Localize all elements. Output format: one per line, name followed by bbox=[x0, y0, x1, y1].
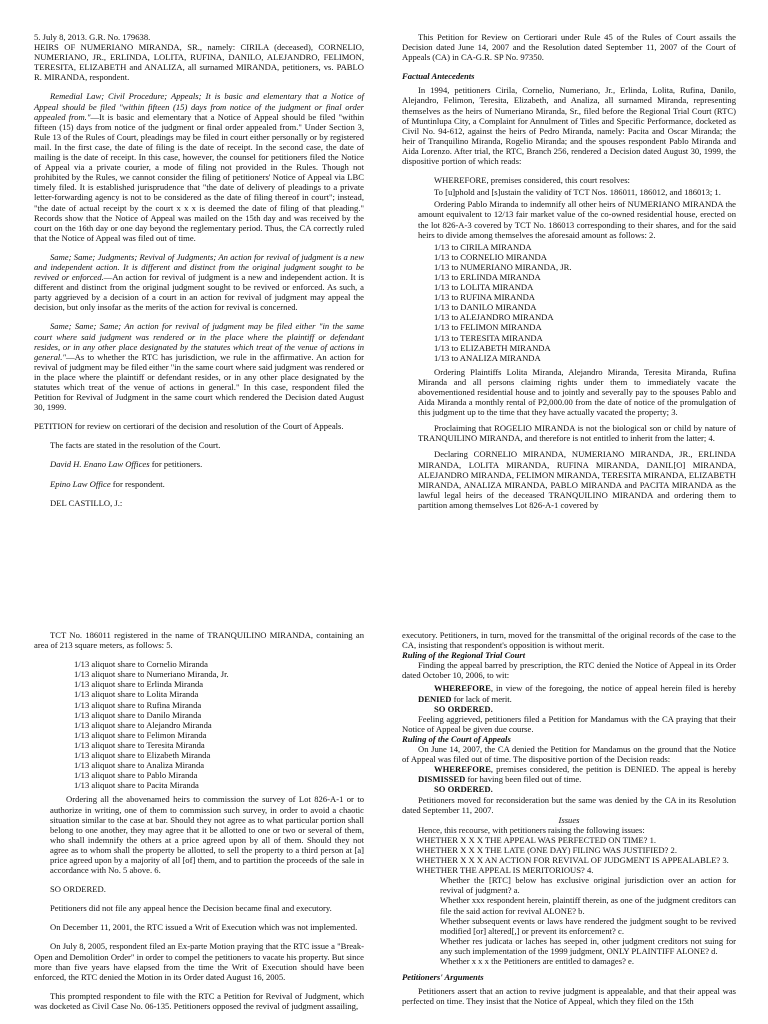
ca-wherefore bbox=[402, 764, 736, 784]
aliquot-item: 1/13 aliquot share to Alejandro Miranda bbox=[74, 719, 212, 730]
syllabus-3-body: —As to whether the RTC has jurisdiction, we rule in the affirmative. An action for revival of judgment may be filed either "in the same court where said judgment was rendered or in the place where the plaintiff or defendant resides, or in any other place designated by the statutes which treat of the venue of actions in general." In this case, respondent filed the Petition for Revival of Judgment in the same court which rendered the Decision dated August 30, 1999. bbox=[34, 351, 364, 413]
rtc-ruling-paragraph: Finding the appeal barred by prescription, the RTC denied the Notice of Appeal in its Order dated October 10, 2006, to wit: bbox=[402, 660, 736, 681]
issues-intro: Hence, this recourse, with petitioners raising the following issues: bbox=[418, 824, 645, 835]
counsel-1-role: for petitioners. bbox=[149, 459, 203, 470]
page-1-right-column bbox=[402, 32, 736, 516]
page-2-right-column bbox=[402, 630, 736, 1015]
share-item: 1/13 to ANALIZA MIRANDA bbox=[434, 352, 541, 363]
mandamus-paragraph: Feeling aggrieved, petitioners filed a Petition for Mandamus with the CA praying that their Notice of Appeal be given due course. bbox=[402, 713, 736, 734]
dispositive-item-3: Ordering Plaintiffs Lolita Miranda, Alejandro Miranda, Teresita Miranda, Rufina Miranda and all persons claiming rights under them to immediately vacate the abovementioned residential house and to jointly and severally pay to the spouses Pablo and Aida Miranda a monthly rental of P2,000.00 from the date of notice of the promulgation of this judgment up to the time that they have actually vacated the property; 3. bbox=[418, 366, 736, 418]
ca-wherefore-word: WHEREFORE bbox=[434, 764, 491, 775]
aliquot-item: 1/13 aliquot share to Teresita Miranda bbox=[74, 739, 205, 750]
rtc-ruling-heading: Ruling of the Regional Trial Court bbox=[402, 650, 526, 661]
issue-item: WHETHER X X X THE APPEAL WAS PERFECTED ON TIME? 1. bbox=[416, 834, 657, 845]
facts-line: The facts are stated in the resolution of the Court. bbox=[50, 440, 221, 451]
ca-so-ordered: SO ORDERED. bbox=[434, 784, 493, 795]
share-item: 1/13 to FELIMON MIRANDA bbox=[434, 322, 542, 333]
counsel-2-role: for respondent. bbox=[110, 478, 165, 489]
issue-item: WHETHER X X X AN ACTION FOR REVIVAL OF JUDGMENT IS APPEALABLE? 3. bbox=[416, 855, 729, 866]
share-item: 1/13 to TERESITA MIRANDA bbox=[434, 332, 543, 343]
dispositive-item-1: To [u]phold and [s]ustain the validity of TCT Nos. 186011, 186012, and 186013; 1. bbox=[434, 187, 721, 198]
petition-line: PETITION for review on certiorari of the decision and resolution of the Court of Appeals. bbox=[34, 421, 344, 432]
share-item: 1/13 to NUMERIANO MIRANDA, JR. bbox=[434, 261, 572, 272]
rtc-dispositive bbox=[402, 175, 736, 510]
aliquot-list bbox=[34, 659, 364, 790]
aliquot-item: 1/13 aliquot share to Erlinda Miranda bbox=[74, 679, 204, 690]
ca-ruling-paragraph: On June 14, 2007, the CA denied the Petition for Mandamus on the ground that the Notice of Appeal was filed out of time. The dispositive portion of the Decision reads: bbox=[402, 744, 736, 765]
syllabus-1-head: Remedial Law; Civil Procedure; Appeals; It is basic and elementary that a Notice of Appeal should be filed "within fifteen (15) days from notice of the judgment or final order appealed from." bbox=[34, 91, 364, 122]
factual-antecedents-heading: Factual Antecedents bbox=[402, 71, 475, 82]
share-item: 1/13 to LOLITA MIRANDA bbox=[434, 282, 534, 293]
arguments-paragraph: Petitioners assert that an action to revive judgment is appealable, and that their appeal was perfected on time. They insist that the Notice of Appeal, which they filed on the 15th bbox=[402, 986, 736, 1007]
counsel-1-name: David H. Enano Law Offices bbox=[50, 459, 150, 470]
issue-item: WHETHER THE APPEAL IS MERITORIOUS? 4. bbox=[416, 865, 594, 876]
aliquot-item: 1/13 aliquot share to Elizabeth Miranda bbox=[74, 750, 211, 761]
revival-paragraph: This prompted respondent to file with the RTC a Petition for Revival of Judgment, which was docketed as Civil Case No. 06-135. Petitioners opposed the revival of judgment assailing, bbox=[34, 990, 364, 1011]
rtc-wherefore-word: WHEREFORE bbox=[434, 683, 491, 694]
syllabus-1-body: —It is basic and elementary that a Notice of Appeal should be filed "within fifteen (15) days from notice of the judgment or final order appealed from." Under Section 3, Rule 13 of the Rules of Court, pleadings may be filed in court either personally or by registered mail. In the first case, the date of filing is the date of receipt. In the second case, the date of mailing is the date of receipt. In this case, however, the counsel for petitioners filed the Notice of Appeal via a private courier, a mode of filing not provided in the Rules. Though not prohibited by the Rules, we cannot consider the filing of petitioners' Notice of Appeal via LBC timely filed. It is established jurisprudence that "the date of delivery of pleadings to a private letter-forwarding agency is not to be considered as the date of filing thereof in court"; instead, "the date of actual receipt by the court x x x is deemed the date of filing of that pleading." Records show that the Notice of Appeal was mailed on the 15th day and was received by the court on the 16th day or one day beyond the reglementary period. Thus, the CA correctly ruled that the Notice of Appeal was filed out of time. bbox=[34, 111, 364, 243]
sub-issue-item: Whether subsequent events or laws have rendered the judgment sought to be revived modified [or] altered[,] or prevent its enforcement? c. bbox=[440, 915, 736, 936]
executory-paragraph: executory. Petitioners, in turn, moved for the transmittal of the original records of the case to the CA, insisting that respondent's opposition is without merit. bbox=[402, 630, 736, 651]
aliquot-item: 1/13 aliquot share to Numeriano Miranda, Jr. bbox=[74, 669, 229, 680]
so-ordered: SO ORDERED. bbox=[50, 884, 106, 895]
syllabus-1 bbox=[34, 91, 364, 242]
aliquot-item: 1/13 aliquot share to Rufina Miranda bbox=[74, 699, 202, 710]
issues-list bbox=[402, 835, 736, 966]
dispositive-wherefore: WHEREFORE, premises considered, this court resolves: bbox=[434, 175, 630, 186]
case-parties: HEIRS OF NUMERIANO MIRANDA, SR., namely: CIRILA (deceased), CORNELIO, NUMERIANO, JR., ERLINDA, LOLITA, RUFINA, DANILO, ALEJANDRO, FELIMON, TERESITA, ELIZABETH and ANALIZA, all surnamed MIRANDA, petitioners, vs. PABLO R. MIRANDA, respondent. bbox=[34, 42, 364, 83]
sub-issue-item: Whether the [RTC] below has exclusive original jurisdiction over an action for revival of judgment? a. bbox=[440, 875, 736, 896]
dispositive-item-6: Ordering all the abovenamed heirs to commission the survey of Lot 826-A-1 or to authorize in writing, one of them to commission such survey, in order to avoid a chaotic situation similar to the case at bar. Should they not agree as to what particular portion shall belong to one another, they may agree that it be allotted to one or two or several of them, who shall indemnify the others at a price agreed upon by all of them. Should they not agree as to whom shall the property be allotted, to sell the property to a third person at [a] price agreed upon by a majority of all [of] them, and to partition the proceeds of the sale in accordance with No. 5 above. 6. bbox=[50, 794, 364, 876]
page-1-left-column bbox=[34, 32, 364, 546]
issues-heading: Issues bbox=[558, 814, 580, 825]
counsel-respondent bbox=[34, 479, 364, 489]
reconsideration-paragraph: Petitioners moved for reconsideration but the same was denied by the CA in its Resolution dated September 11, 2007. bbox=[402, 794, 736, 815]
ca-wherefore-text: , premises considered, the petition is DENIED. The appeal is hereby bbox=[490, 764, 736, 775]
page-gap bbox=[0, 512, 768, 600]
rtc-wherefore bbox=[402, 683, 736, 703]
share-item: 1/13 to DANILO MIRANDA bbox=[434, 302, 537, 313]
page-2 bbox=[0, 600, 768, 1024]
ca-ruling-heading: Ruling of the Court of Appeals bbox=[402, 733, 511, 744]
break-open-paragraph: On July 8, 2005, respondent filed an Ex-parte Motion praying that the RTC issue a "Break-Open and Demolition Order" in order to compel the petitioners to vacate his property. But since more than five years have elapsed from the time the Writ of Execution should have been enforced, the RTC denied the Motion in its Order dated August 16, 2005. bbox=[34, 941, 364, 982]
sub-issue-item: Whether res judicata or laches has seeped in, other judgment creditors not suing for any such implementation of the 1999 judgment, ONLY PLAINTIFF ALONE? d. bbox=[440, 935, 736, 956]
share-item: 1/13 to CORNELIO MIRANDA bbox=[434, 251, 547, 262]
dispositive-continuation: TCT No. 186011 registered in the name of TRANQUILINO MIRANDA, containing an area of 213 square meters, as follows: 5. bbox=[34, 630, 364, 651]
share-item: 1/13 to ALEJANDRO MIRANDA bbox=[434, 312, 554, 323]
syllabus-2 bbox=[34, 252, 364, 313]
counsel-petitioners bbox=[34, 459, 364, 469]
sub-issue-item: Whether x x x the Petitioners are entitled to damages? e. bbox=[440, 956, 635, 966]
petitioners-arguments-heading: Petitioners' Arguments bbox=[402, 972, 484, 983]
share-item: 1/13 to RUFINA MIRANDA bbox=[434, 292, 535, 303]
aliquot-item: 1/13 aliquot share to Pablo Miranda bbox=[74, 770, 198, 781]
ca-dismissed-word: DISMISSED bbox=[418, 774, 466, 785]
aliquot-item: 1/13 aliquot share to Lolita Miranda bbox=[74, 689, 199, 700]
share-item: 1/13 to CIRILA MIRANDA bbox=[434, 241, 532, 252]
intro-paragraph: This Petition for Review on Certiorari under Rule 45 of the Rules of Court assails the Decision dated June 14, 2007 and the Resolution dated September 11, 2007 of the Court of Appeals (CA) in CA-G.R. SP No. 97350. bbox=[402, 32, 736, 63]
counsel-2-name: Epino Law Office bbox=[50, 478, 111, 489]
sub-issue-item: Whether xxx respondent herein, plaintiff therein, as one of the judgment creditors can file the said action for revival ALONE? b. bbox=[440, 895, 736, 916]
aliquot-item: 1/13 aliquot share to Pacita Miranda bbox=[74, 780, 199, 791]
syllabus-2-body: —An action for revival of judgment is a new and independent action. It is different and distinct from the original judgment sought to be revived or enforced. As such, a party aggrieved by a decision of a court in an action for revival of judgment may appeal the decision, but only insofar as the merits of the action for revival is concerned. bbox=[34, 272, 364, 313]
aliquot-item: 1/13 aliquot share to Felimon Miranda bbox=[74, 729, 207, 740]
aliquot-item: 1/13 aliquot share to Danilo Miranda bbox=[74, 709, 202, 720]
rtc-denied-word: DENIED bbox=[418, 693, 452, 704]
rtc-wherefore-text: , in view of the foregoing, the notice of appeal herein filed is hereby bbox=[490, 683, 736, 694]
dispositive-item-2: Ordering Pablo Miranda to indemnify all other heirs of NUMERIANO MIRANDA the amount equivalent to 12/13 fair market value of the co-owned residential house, erected on the lot 826-A-3 covered by TCT No. 186013 corresponding to their shares, and for the said heirs to divide among themselves the aforesaid amount as follows: 2. bbox=[418, 199, 736, 240]
page-2-left-column bbox=[34, 630, 364, 1020]
syllabus-3-head: Same; Same; Same; An action for revival of judgment may be filed either "in the same court where said judgment was rendered or in the place where the plaintiff or defendant resides, or in any other place designated by the statutes which treat of the venue of actions in general." bbox=[34, 321, 364, 362]
no-appeal-paragraph: Petitioners did not file any appeal hence the Decision became final and executory. bbox=[50, 903, 332, 914]
syllabus-2-head: Same; Same; Judgments; Revival of Judgments; An action for revival of judgment is a new and independent action. It is different and distinct from the original judgment sought to be revived or enforced. bbox=[34, 251, 364, 283]
syllabus-3 bbox=[34, 321, 364, 412]
issue-item: WHETHER X X X THE LATE (ONE DAY) FILING WAS JUSTIFIED? 2. bbox=[416, 844, 677, 855]
ponente: DEL CASTILLO, J.: bbox=[50, 497, 123, 508]
rtc-lack-text: for lack of merit. bbox=[451, 693, 512, 704]
share-item: 1/13 to ERLINDA MIRANDA bbox=[434, 271, 541, 282]
aliquot-item: 1/13 aliquot share to Cornelio Miranda bbox=[74, 659, 208, 670]
rtc-so-ordered: SO ORDERED. bbox=[434, 703, 493, 714]
writ-paragraph: On December 11, 2001, the RTC issued a Writ of Execution which was not implemented. bbox=[50, 922, 358, 933]
share-list bbox=[418, 242, 736, 363]
factual-paragraph: In 1994, petitioners Cirila, Cornelio, Numeriano, Jr., Erlinda, Lolita, Rufina, Danilo, Alejandro, Felimon, Teresita, Elizabeth, and Analiza, all surnamed Miranda, representing themselves as the heirs of Numeriano Miranda, Sr., filed before the Regional Trial Court (RTC) of Muntinlupa City, a Complaint for Annulment of Titles and Specific Performance, docketed as Civil No. 94-612, against the heirs of Pedro Miranda, namely: Pacita and Oscar Miranda; the heir of Tranquilino Miranda, Rogelio Miranda; and the spouses respondent Pablo Miranda and Aida Lorenzo. After trial, the RTC, Branch 256, rendered a Decision dated August 30, 1999, the dispositive portion of which reads: bbox=[402, 85, 736, 167]
dispositive-item-5: Declaring CORNELIO MIRANDA, NUMERIANO MIRANDA, JR., ERLINDA MIRANDA, LOLITA MIRANDA, RUFINA MIRANDA, DANIL[O] MIRANDA, ALEJANDRO MIRANDA, FELIMON MIRANDA, TERESITA MIRANDA, ELIZABETH MIRANDA, ANALIZA MIRANDA, PABLO MIRANDA and PACITA MIRANDA as the lawful legal heirs of the deceased TRANQUILINO MIRANDA and ordering them to partition among themselves Lot 826-A-1 covered by bbox=[418, 449, 736, 510]
dispositive-item-4: Proclaiming that ROGELIO MIRANDA is not the biological son or child by nature of TRANQUILINO MIRANDA, and therefore is not entitled to inherit from the latter; 4. bbox=[418, 423, 736, 444]
ca-late-text: for having been filed out of time. bbox=[465, 774, 582, 785]
share-item: 1/13 to ELIZABETH MIRANDA bbox=[434, 342, 551, 353]
aliquot-item: 1/13 aliquot share to Analiza Miranda bbox=[74, 760, 205, 771]
case-citation: 5. July 8, 2013. G.R. No. 179638. bbox=[34, 32, 151, 42]
